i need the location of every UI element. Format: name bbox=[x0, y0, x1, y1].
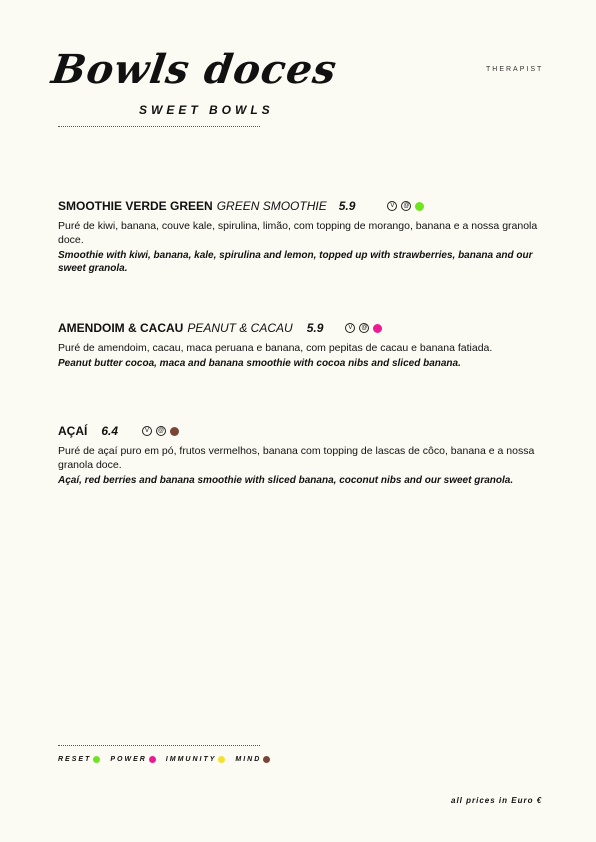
category-dot-icon bbox=[170, 427, 179, 436]
legend-mind bbox=[235, 756, 270, 763]
menu-subtitle: SWEET BOWLS bbox=[139, 103, 274, 117]
item-description-pt: Puré de amendoim, cacau, maca peruana e banana, com pepitas de cacau e banana fatiada. bbox=[58, 342, 493, 354]
prices-note: all prices in Euro € bbox=[451, 796, 543, 805]
category-dot-icon bbox=[415, 202, 424, 211]
legend-dot-icon bbox=[218, 756, 225, 763]
item-price: 5.9 bbox=[306, 321, 324, 335]
vegan-icon: V bbox=[142, 426, 152, 436]
legend-reset bbox=[58, 756, 100, 763]
item-badges bbox=[142, 426, 179, 436]
legend-label: RESET bbox=[58, 756, 92, 763]
item-name-en: GREEN SMOOTHIE bbox=[216, 199, 327, 213]
item-badges bbox=[345, 323, 382, 333]
vegan-icon: V bbox=[345, 323, 355, 333]
item-name-pt: AMENDOIM & CACAU bbox=[58, 321, 184, 335]
item-header bbox=[58, 321, 548, 335]
legend-dot-icon bbox=[149, 756, 156, 763]
item-badges bbox=[387, 201, 424, 211]
legend-label: MIND bbox=[235, 756, 262, 763]
item-header bbox=[58, 199, 548, 213]
item-description-pt: Puré de kiwi, banana, couve kale, spirulina, limão, com topping de morango, banana e a nossa granola doce. bbox=[58, 220, 538, 246]
at-icon: @ bbox=[361, 325, 368, 331]
category-legend bbox=[58, 756, 270, 763]
menu-item-green-smoothie bbox=[58, 199, 548, 275]
at-icon: @ bbox=[157, 428, 165, 434]
item-description-pt: Puré de açaí puro em pó, frutos vermelhos, banana com topping de lascas de côco, banana e a nossa granola doce. bbox=[58, 445, 535, 471]
item-name-pt: SMOOTHIE VERDE GREEN bbox=[58, 199, 213, 213]
item-description-en: Peanut butter cocoa, maca and banana smoothie with cocoa nibs and sliced banana. bbox=[58, 358, 461, 369]
legend-label: IMMUNITY bbox=[165, 756, 217, 763]
at-icon: @ bbox=[403, 203, 410, 209]
item-description-en: Smoothie with kiwi, banana, kale, spirulina and lemon, topped up with strawberries, banana and our sweet granola. bbox=[58, 250, 533, 274]
brand-logo: THERAPIST bbox=[486, 66, 544, 73]
menu-title: Bowls doces bbox=[48, 46, 340, 93]
legend-dot-icon bbox=[263, 756, 270, 763]
menu-item-peanut-cacau bbox=[58, 321, 548, 370]
item-header bbox=[58, 424, 548, 438]
divider-bottom bbox=[58, 745, 260, 746]
item-description-en: Açaí, red berries and banana smoothie with sliced banana, coconut nibs and our sweet granola. bbox=[58, 475, 514, 486]
legend-immunity bbox=[166, 756, 226, 763]
vegan-icon: V bbox=[387, 201, 397, 211]
item-price: 5.9 bbox=[338, 199, 356, 213]
menu-item-acai bbox=[58, 424, 548, 487]
item-name-pt: AÇAÍ bbox=[58, 424, 88, 438]
legend-dot-icon bbox=[93, 756, 100, 763]
divider-top bbox=[58, 126, 260, 127]
item-name-en: PEANUT & CACAU bbox=[187, 321, 293, 335]
category-dot-icon bbox=[373, 324, 382, 333]
legend-power bbox=[110, 756, 155, 763]
item-price: 6.4 bbox=[101, 424, 119, 438]
legend-label: POWER bbox=[110, 756, 147, 763]
